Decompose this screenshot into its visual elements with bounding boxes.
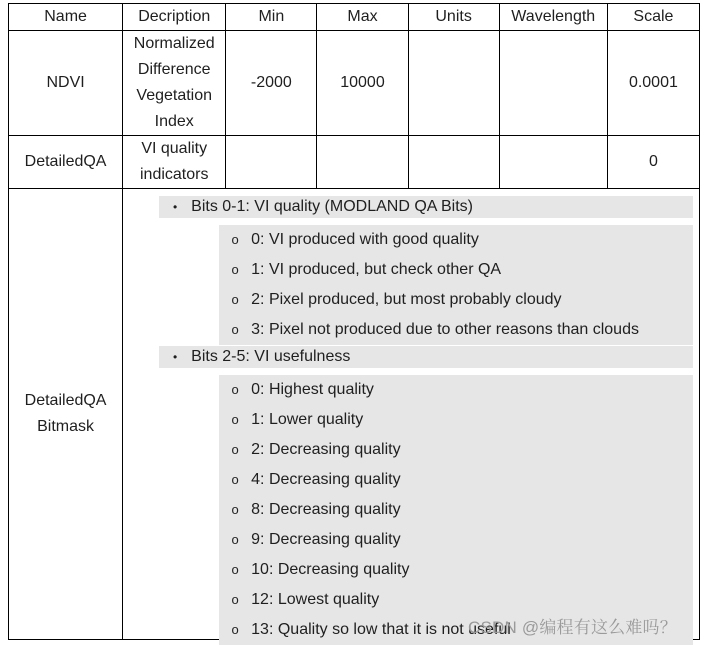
circle-bullet-icon: o [231, 622, 239, 637]
description-line: Vegetation [136, 87, 213, 104]
bit-value-item [219, 465, 693, 495]
bit-value-item [219, 435, 693, 465]
circle-bullet-icon: o [231, 322, 239, 337]
bit-value-text: 9: Decreasing quality [251, 531, 401, 548]
bit-value-item [219, 255, 693, 285]
bit-value-item [219, 375, 693, 405]
bit-value-text: 12: Lowest quality [251, 591, 380, 608]
bit-value-text: 0: Highest quality [251, 381, 374, 398]
header-row [9, 4, 700, 31]
bit-value-item [219, 285, 693, 315]
cell-wavelength [499, 31, 607, 136]
bit-group-title: Bits 2-5: VI usefulness [191, 348, 351, 365]
header-min: Min [226, 4, 317, 31]
bullet-icon: • [173, 200, 178, 214]
table-row-detailedqa [9, 136, 700, 189]
bit-value-text: 1: Lower quality [251, 411, 364, 428]
bit-value-item [219, 525, 693, 555]
circle-bullet-icon: o [231, 232, 239, 247]
bit-value-text: 2: Decreasing quality [251, 441, 401, 458]
cell-description [123, 136, 226, 189]
cell-name [9, 189, 123, 640]
description-line: Normalized [133, 35, 215, 52]
cell-name: NDVI [9, 31, 123, 136]
header-scale: Scale [607, 4, 699, 31]
bit-value-item [219, 405, 693, 435]
circle-bullet-icon: o [231, 382, 239, 397]
circle-bullet-icon: o [231, 532, 239, 547]
description-line: Difference [137, 61, 211, 78]
circle-bullet-icon: o [231, 472, 239, 487]
bit-value-text: 13: Quality so low that it is not useful [251, 621, 511, 638]
description-line: Index [154, 113, 194, 130]
bit-value-text: 10: Decreasing quality [251, 561, 410, 578]
circle-bullet-icon: o [231, 262, 239, 277]
cell-name: DetailedQA [9, 136, 123, 189]
cell-units [408, 136, 499, 189]
circle-bullet-icon: o [231, 292, 239, 307]
bit-value-item [219, 555, 693, 585]
bit-value-text: 8: Decreasing quality [251, 501, 401, 518]
cell-max [317, 136, 408, 189]
bit-value-text: 0: VI produced with good quality [251, 231, 479, 248]
cell-description [123, 31, 226, 136]
bit-value-text: 2: Pixel produced, but most probably cloudy [251, 291, 562, 308]
bit-value-item [219, 225, 693, 255]
header-units: Units [408, 4, 499, 31]
header-name: Name [9, 4, 123, 31]
watermark: CSDN @编程有这么难吗？ [468, 618, 677, 637]
bitmask-list [123, 189, 699, 639]
circle-bullet-icon: o [231, 442, 239, 457]
cell-scale: 0 [607, 136, 699, 189]
bit-value-text: 1: VI produced, but check other QA [251, 261, 502, 278]
bit-group-item [159, 196, 693, 218]
name-line: DetailedQA [24, 392, 107, 409]
bit-group-title: Bits 0-1: VI quality (MODLAND QA Bits) [191, 198, 474, 215]
bit-value-list [219, 225, 693, 345]
bit-value-item [219, 495, 693, 525]
table-row-ndvi [9, 31, 700, 136]
circle-bullet-icon: o [231, 502, 239, 517]
cell-scale: 0.0001 [607, 31, 699, 136]
bit-group-item [159, 346, 693, 368]
description-line: VI quality [141, 140, 208, 157]
bullet-icon: • [173, 350, 178, 364]
circle-bullet-icon: o [231, 412, 239, 427]
bit-value-item [219, 585, 693, 615]
cell-min [226, 136, 317, 189]
bit-value-item [219, 315, 693, 345]
bitmask-list-cell [123, 189, 700, 640]
header-max: Max [317, 4, 408, 31]
cell-max: 10000 [317, 31, 408, 136]
name-line: Bitmask [37, 418, 95, 435]
cell-wavelength [499, 136, 607, 189]
band-spec-table [8, 3, 700, 640]
bit-value-list [219, 375, 693, 645]
header-wavelength: Wavelength [499, 4, 607, 31]
description-line: indicators [139, 166, 209, 183]
cell-units [408, 31, 499, 136]
table-row-bitmask [9, 189, 700, 640]
header-description: Decription [123, 4, 226, 31]
bit-value-text: 4: Decreasing quality [251, 471, 401, 488]
circle-bullet-icon: o [231, 562, 239, 577]
circle-bullet-icon: o [231, 592, 239, 607]
cell-min: -2000 [226, 31, 317, 136]
bit-value-text: 3: Pixel not produced due to other reasons than clouds [251, 321, 639, 338]
